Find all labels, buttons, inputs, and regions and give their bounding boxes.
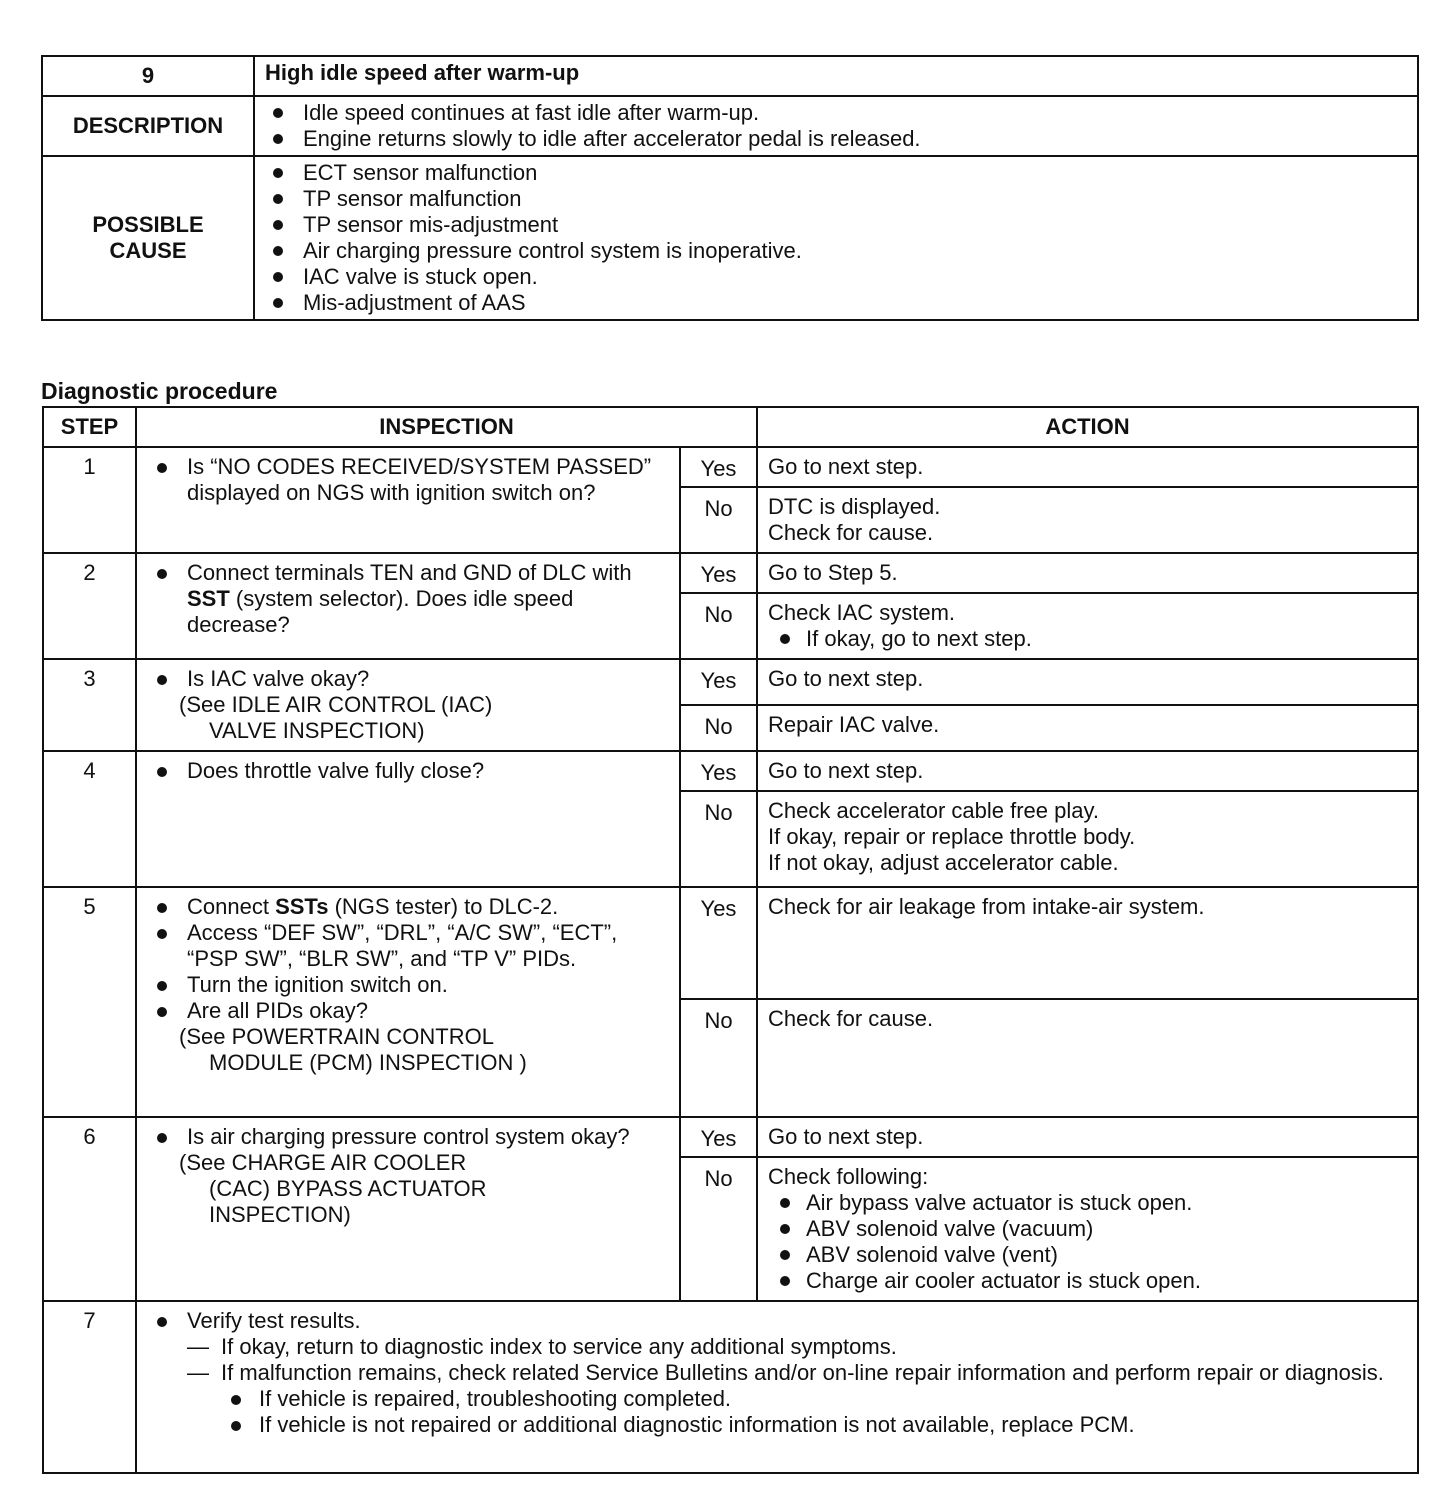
- inspection-cell: [136, 553, 680, 659]
- text-span: (NGS tester) to DLC-2.: [328, 894, 559, 919]
- col-action-header: ACTION: [757, 407, 1418, 447]
- description-cell: [254, 96, 1418, 156]
- dash-item: — If malfunction remains, check related Service Bulletins and/or on-line repair information and perform repair or diagnosis.: [187, 1360, 1409, 1386]
- action-line: Check IAC system.: [768, 600, 956, 625]
- step-number: 4: [43, 751, 136, 887]
- list-item: Is IAC valve okay?: [149, 666, 671, 692]
- table-row: [43, 887, 1418, 999]
- symptom-header-row: [42, 56, 1418, 96]
- yes-label: Yes: [680, 659, 757, 705]
- possible-cause-row: [42, 156, 1418, 320]
- see-line: MODULE (PCM) INSPECTION ): [209, 1050, 527, 1075]
- symptom-number: 9: [42, 56, 254, 96]
- inspection-cell: [136, 659, 680, 751]
- see-line: (See POWERTRAIN CONTROL: [179, 1024, 494, 1049]
- step-number: 5: [43, 887, 136, 1117]
- action-line: If not okay, adjust accelerator cable.: [768, 850, 1119, 875]
- list-item: Air bypass valve actuator is stuck open.: [768, 1190, 1407, 1216]
- text-span: (system selector). Does idle speed decrease?: [187, 586, 574, 637]
- table-row: [43, 1301, 1418, 1473]
- list-item: [149, 894, 671, 920]
- yes-action: Go to next step.: [757, 659, 1418, 705]
- dash-item: — If okay, return to diagnostic index to service any additional symptoms.: [187, 1334, 1409, 1360]
- symptom-title: High idle speed after warm-up: [254, 56, 1418, 96]
- no-action: [757, 593, 1418, 659]
- col-step-header: STEP: [43, 407, 136, 447]
- list-item: If vehicle is not repaired or additional diagnostic information is not available, replace PCM.: [231, 1412, 1409, 1438]
- action-line: Check accelerator cable free play.: [768, 798, 1099, 823]
- yes-action: Go to next step.: [757, 447, 1418, 487]
- no-label: No: [680, 1157, 757, 1301]
- list-item: [149, 560, 671, 638]
- list-item: TP sensor mis-adjustment: [265, 212, 1407, 238]
- action-line: Check following:: [768, 1164, 929, 1189]
- step-number: 2: [43, 553, 136, 659]
- symptom-table: [41, 55, 1419, 321]
- cause-label-line: CAUSE: [109, 238, 187, 263]
- inspection-cell: [136, 447, 680, 553]
- description-row: [42, 96, 1418, 156]
- list-item: If okay, go to next step.: [768, 626, 1407, 652]
- yes-label: Yes: [680, 887, 757, 999]
- list-item: Does throttle valve fully close?: [149, 758, 671, 784]
- possible-cause-cell: [254, 156, 1418, 320]
- yes-label: Yes: [680, 447, 757, 487]
- step-number: 3: [43, 659, 136, 751]
- list-item: Idle speed continues at fast idle after warm-up.: [265, 100, 1407, 126]
- no-label: No: [680, 593, 757, 659]
- list-item: ECT sensor malfunction: [265, 160, 1407, 186]
- yes-action: Check for air leakage from intake-air system.: [757, 887, 1418, 999]
- list-item: Engine returns slowly to idle after accelerator pedal is released.: [265, 126, 1407, 152]
- no-label: No: [680, 487, 757, 553]
- action-line: DTC is displayed.: [768, 494, 941, 519]
- list-item: Mis-adjustment of AAS: [265, 290, 1407, 316]
- description-list: [265, 100, 1407, 152]
- list-item: Turn the ignition switch on.: [149, 972, 671, 998]
- list-item: Is air charging pressure control system okay?: [149, 1124, 671, 1150]
- see-line: VALVE INSPECTION): [209, 718, 425, 743]
- no-action: Check for cause.: [757, 999, 1418, 1117]
- list-item: Charge air cooler actuator is stuck open.: [768, 1268, 1407, 1294]
- inspection-cell: [136, 1301, 1418, 1473]
- column-header-row: [43, 407, 1418, 447]
- possible-cause-label: [42, 156, 254, 320]
- see-line: (See IDLE AIR CONTROL (IAC): [179, 692, 493, 717]
- cause-label-line: POSSIBLE: [92, 212, 204, 237]
- list-item: IAC valve is stuck open.: [265, 264, 1407, 290]
- no-label: No: [680, 999, 757, 1117]
- no-label: No: [680, 791, 757, 887]
- yes-action: Go to Step 5.: [757, 553, 1418, 593]
- no-action: [757, 487, 1418, 553]
- inspection-cell: [136, 751, 680, 887]
- list-item: Access “DEF SW”, “DRL”, “A/C SW”, “ECT”, “PSP SW”, “BLR SW”, and “TP V” PIDs.: [149, 920, 671, 972]
- table-row: [43, 751, 1418, 791]
- section-heading: Diagnostic procedure: [41, 378, 278, 404]
- yes-action: Go to next step.: [757, 751, 1418, 791]
- yes-label: Yes: [680, 553, 757, 593]
- inspection-cell: [136, 887, 680, 1117]
- yes-action: Go to next step.: [757, 1117, 1418, 1157]
- list-item: TP sensor malfunction: [265, 186, 1407, 212]
- no-action: Repair IAC valve.: [757, 705, 1418, 751]
- table-row: [43, 659, 1418, 705]
- step-number: 7: [43, 1301, 136, 1473]
- inspection-cell: [136, 1117, 680, 1301]
- dash-list: [149, 1334, 1409, 1386]
- list-item: If vehicle is repaired, troubleshooting completed.: [231, 1386, 1409, 1412]
- cause-list: [265, 160, 1407, 316]
- table-row: [43, 553, 1418, 593]
- table-row: [43, 1117, 1418, 1157]
- see-reference: [149, 1024, 671, 1076]
- see-line: INSPECTION): [209, 1202, 351, 1227]
- list-item: Air charging pressure control system is inoperative.: [265, 238, 1407, 264]
- action-line: Check for cause.: [768, 520, 934, 545]
- list-item: Verify test results.: [149, 1308, 1409, 1334]
- see-line: (See CHARGE AIR COOLER: [179, 1150, 467, 1175]
- no-label: No: [680, 705, 757, 751]
- table-row: [43, 447, 1418, 487]
- step-number: 6: [43, 1117, 136, 1301]
- description-label: DESCRIPTION: [42, 96, 254, 156]
- col-inspection-header: INSPECTION: [136, 407, 757, 447]
- ssts-text: SSTs: [275, 894, 329, 919]
- yes-label: Yes: [680, 1117, 757, 1157]
- text-span: Connect terminals TEN and GND of DLC with: [187, 560, 632, 585]
- see-reference: [149, 1150, 671, 1228]
- list-item: ABV solenoid valve (vacuum): [768, 1216, 1407, 1242]
- no-action: [757, 791, 1418, 887]
- see-line: (CAC) BYPASS ACTUATOR: [209, 1176, 487, 1201]
- sst-text: SST: [187, 586, 230, 611]
- list-item: Is “NO CODES RECEIVED/SYSTEM PASSED” displayed on NGS with ignition switch on?: [149, 454, 671, 506]
- yes-label: Yes: [680, 751, 757, 791]
- sub-list: [149, 1386, 1409, 1438]
- step-number: 1: [43, 447, 136, 553]
- see-reference: [149, 692, 671, 744]
- list-item: Are all PIDs okay?: [149, 998, 671, 1024]
- diagnostic-table: [42, 406, 1419, 1474]
- text-span: Connect: [187, 894, 276, 919]
- list-item: ABV solenoid valve (vent): [768, 1242, 1407, 1268]
- no-action: [757, 1157, 1418, 1301]
- action-line: If okay, repair or replace throttle body.: [768, 824, 1136, 849]
